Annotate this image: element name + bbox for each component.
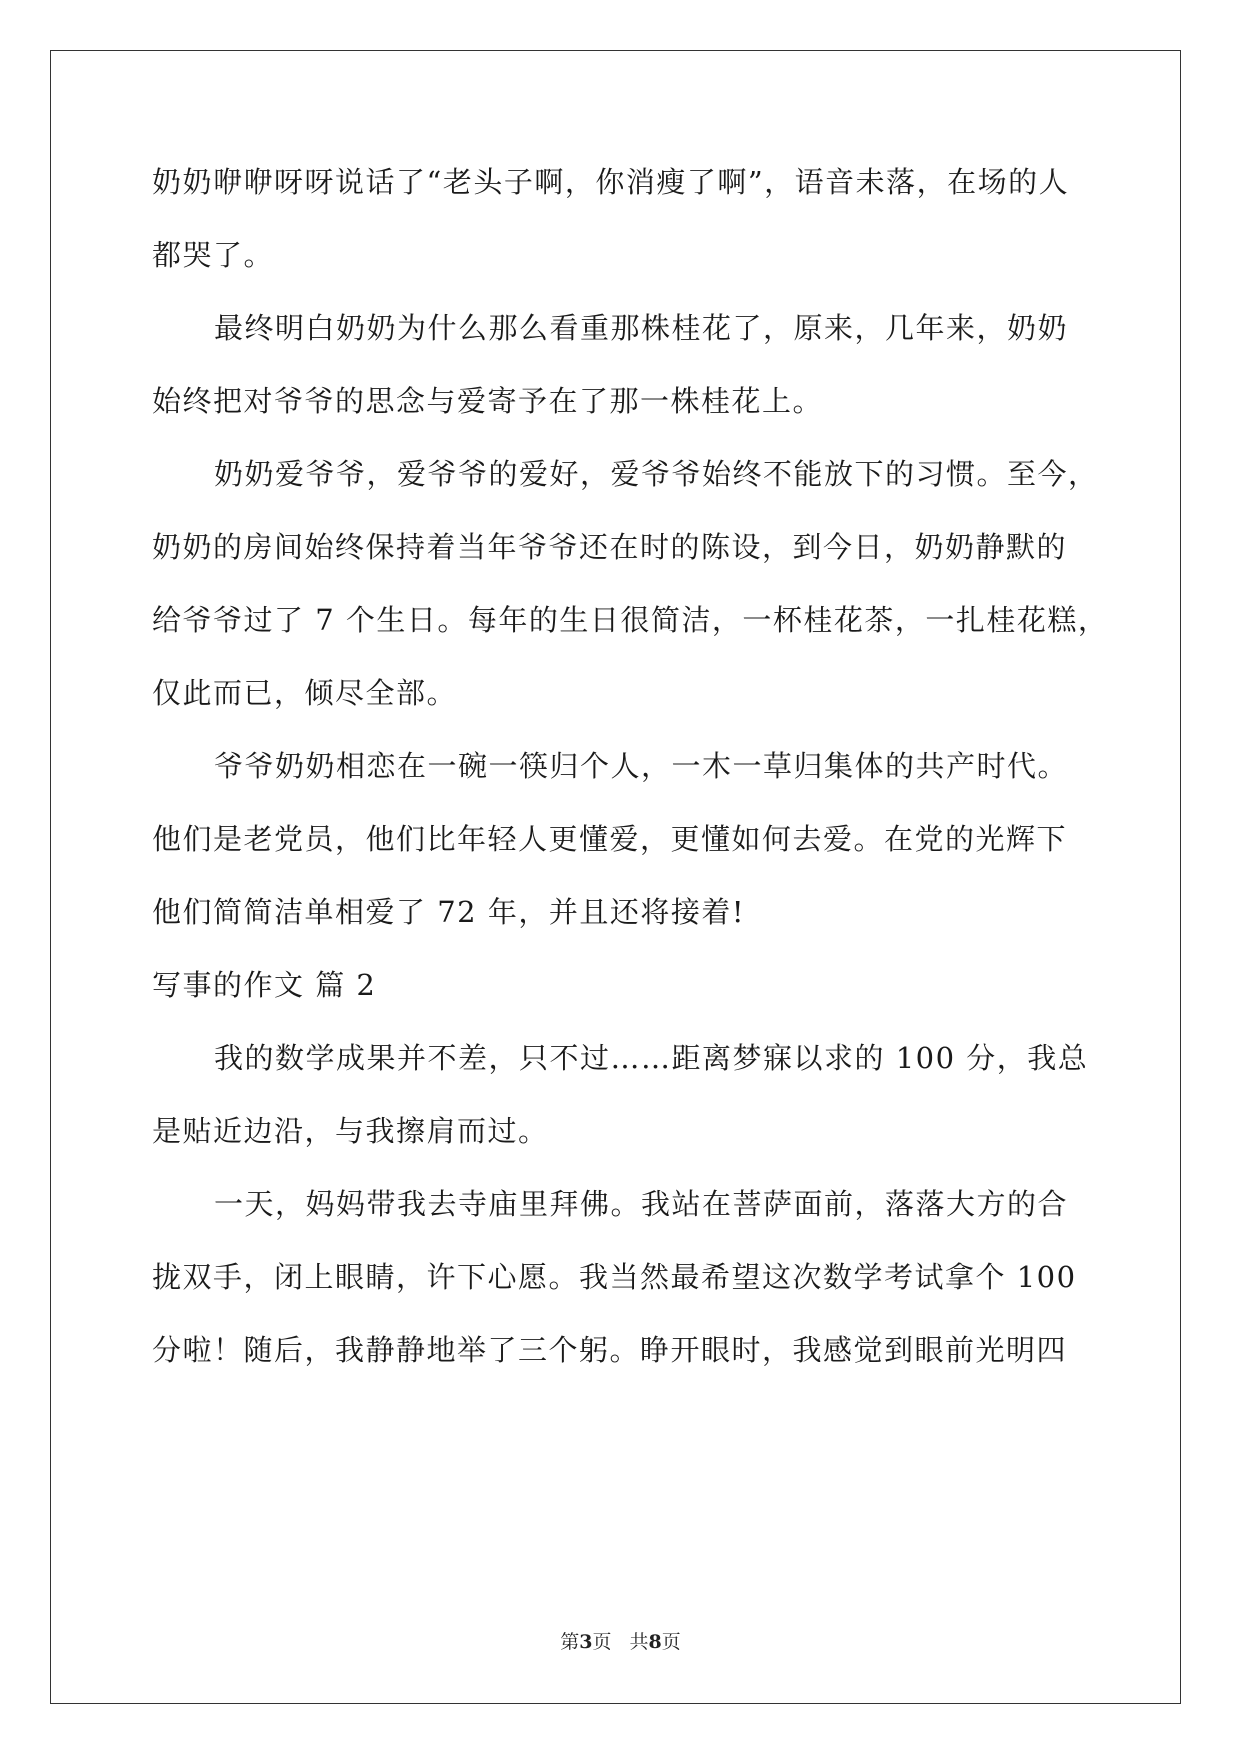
paragraph-line: 都哭了。	[152, 238, 275, 272]
section-heading: 写事的作文 篇 2	[152, 968, 377, 1002]
paragraph-line: 分啦！随后，我静静地举了三个躬。睁开眼时，我感觉到眼前光明四	[152, 1333, 1068, 1367]
total-unit: 页	[661, 1631, 681, 1653]
paragraph-line: 奶奶爱爷爷，爱爷爷的爱好，爱爷爷始终不能放下的习惯。至今，	[214, 457, 1099, 491]
paragraph-line: 一天，妈妈带我去寺庙里拜佛。我站在菩萨面前，落落大方的合	[214, 1187, 1069, 1221]
paragraph-line: 最终明白奶奶为什么那么看重那株桂花了，原来，几年来，奶奶	[214, 311, 1069, 345]
paragraph-line: 仅此而已，倾尽全部。	[152, 676, 458, 710]
page-footer	[0, 1627, 1241, 1654]
paragraph-line: 他们是老党员，他们比年轻人更懂爱，更懂如何去爱。在党的光辉下	[152, 822, 1068, 856]
paragraph-line: 拢双手，闭上眼睛，许下心愿。我当然最希望这次数学考试拿个 100	[152, 1260, 1077, 1294]
page-border	[50, 50, 1181, 1704]
paragraph-line: 爷爷奶奶相恋在一碗一筷归个人，一木一草归集体的共产时代。	[214, 749, 1069, 783]
paragraph-line: 始终把对爷爷的思念与爱寄予在了那一株桂花上。	[152, 384, 824, 418]
paragraph-line: 奶奶的房间始终保持着当年爷爷还在时的陈设，到今日，奶奶静默的	[152, 530, 1068, 564]
paragraph-line: 他们简简洁单相爱了 72 年，并且还将接着!	[152, 895, 745, 929]
page-current: 3	[579, 1631, 593, 1653]
page-prefix: 第	[560, 1631, 580, 1653]
paragraph-line: 是贴近边沿，与我擦肩而过。	[152, 1114, 549, 1148]
page-total: 8	[648, 1631, 662, 1653]
paragraph-line: 我的数学成果并不差，只不过……距离梦寐以求的 100 分，我总	[214, 1041, 1089, 1075]
page-unit: 页	[592, 1631, 612, 1653]
paragraph-line: 给爷爷过了 7 个生日。每年的生日很简洁，一杯桂花茶，一扎桂花糕，	[152, 603, 1109, 637]
total-prefix: 共	[629, 1631, 649, 1653]
paragraph-line: 奶奶咿咿呀呀说话了“老头子啊，你消瘦了啊”，语音未落，在场的人	[152, 165, 1070, 199]
